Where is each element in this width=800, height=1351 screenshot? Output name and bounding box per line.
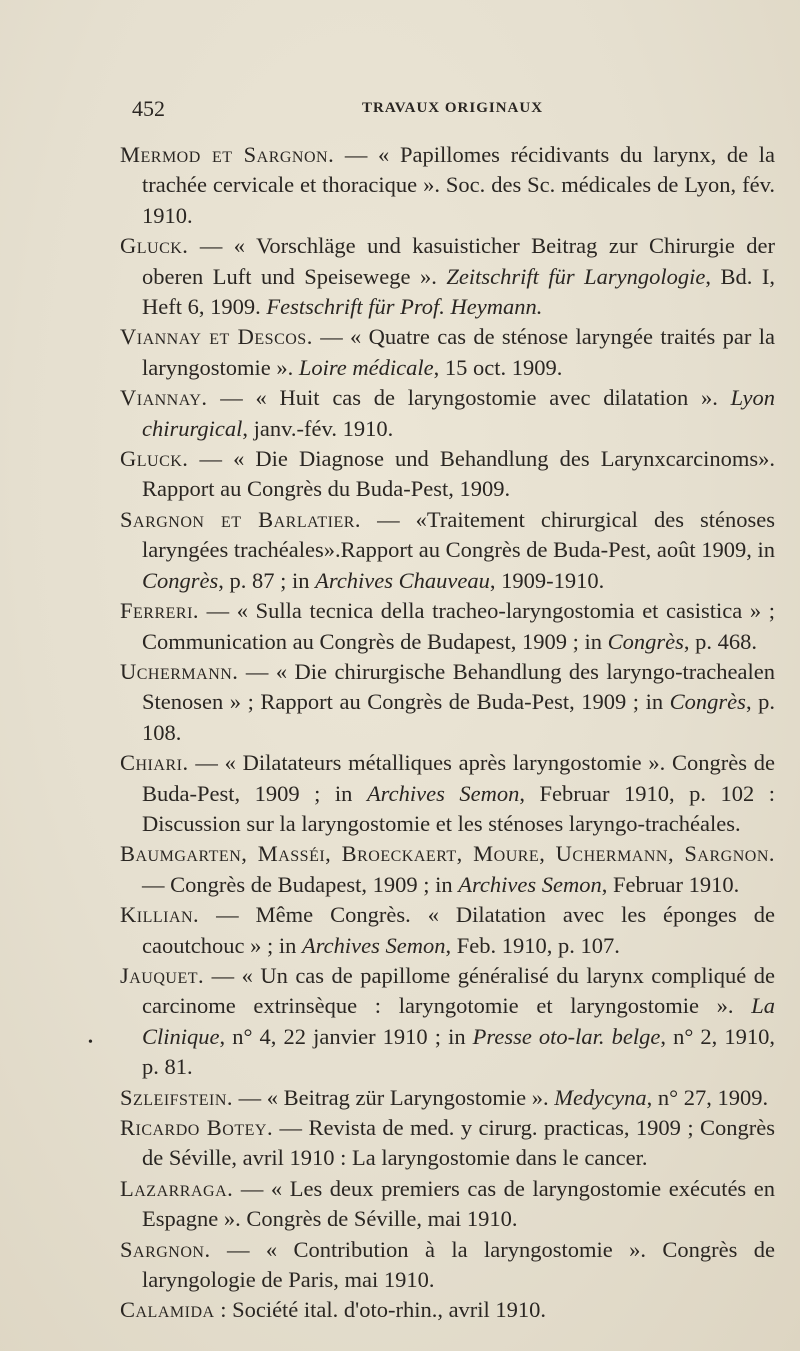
reference-entry: [120, 961, 775, 1083]
reference-entry: [120, 383, 775, 444]
reference-title-italic: Zeitschrift für Laryngologie: [446, 263, 706, 289]
reference-text: — « Contribution à la laryngostomie ». Congrès de laryngologie de Paris, mai 1910.: [142, 1236, 775, 1293]
reference-text: , Bd. I, Heft 6, 1909.: [142, 263, 776, 320]
reference-authors: Baumgarten, Masséi, Broeckaert, Moure, Uchermann, Sargnon.: [120, 841, 775, 867]
reference-authors: Viannay.: [120, 385, 208, 411]
reference-title-italic: Festschrift für Prof. Heymann.: [266, 294, 543, 320]
reference-title-italic: Presse oto-lar. belge: [472, 1023, 661, 1049]
reference-text: , janv.-fév. 1910.: [242, 415, 394, 441]
reference-authors: Killian.: [120, 902, 200, 928]
reference-entry: [120, 1174, 775, 1235]
reference-text: — Même Congrès. « Dilatation avec les éponges de caoutchouc » ; in: [142, 902, 775, 958]
reference-entry: [120, 900, 775, 961]
reference-entry: [120, 596, 775, 657]
reference-entry: [120, 1083, 775, 1113]
reference-text: — Congrès de Budapest, 1909 ; in: [142, 871, 459, 897]
reference-entry: [120, 444, 775, 505]
reference-text: — Revista de med. y cirurg. practicas, 1909 ; Congrès de Séville, avril 1910 : La laryngostomie dans le cancer.: [142, 1115, 775, 1171]
reference-title-italic: Congrès: [142, 567, 219, 593]
reference-authors: Sargnon.: [120, 1236, 211, 1262]
reference-entry: [120, 839, 775, 900]
page-number: 452: [132, 96, 165, 121]
reference-authors: Uchermann.: [120, 658, 239, 684]
reference-text: — « Quatre cas de sténose laryngée traités par la laryngostomie ».: [142, 324, 775, 380]
reference-entry: [120, 505, 775, 596]
reference-authors: Ricardo Botey.: [120, 1115, 274, 1140]
reference-authors: Szleifstein.: [120, 1084, 234, 1110]
reference-text: — « Sulla tecnica della tracheo-laryngostomia et casistica » ; Communication au Congrès de Budapest, 1909 ; in: [142, 598, 775, 654]
reference-text: — «Traitement chirurgical des sténoses laryngées trachéales».Rapport au Congrès de Buda-Pest, août 1909, in: [142, 506, 775, 563]
reference-entry: [120, 1235, 775, 1296]
reference-entry: [120, 1295, 775, 1325]
reference-text: — « Papillomes récidivants du larynx, de la trachée cervicale et thoracique ». Soc. des Sc. médicales de Lyon, fév. 1910.: [142, 142, 775, 228]
reference-title-italic: Archives Semon: [301, 932, 446, 958]
reference-entry: [120, 1113, 775, 1174]
reference-authors: Gluck.: [120, 446, 189, 472]
reference-entry: [120, 657, 775, 748]
reference-authors: Chiari.: [120, 750, 189, 776]
reference-title-italic: Congrès: [669, 689, 746, 715]
reference-title-italic: Lyon chirurgical: [142, 385, 775, 441]
reference-text: , Feb. 1910, p. 107.: [445, 932, 620, 958]
reference-text: , p. 468.: [683, 628, 757, 654]
reference-list: [120, 140, 775, 1326]
reference-entry: [120, 140, 775, 231]
reference-authors: Viannay et Descos.: [120, 324, 313, 350]
reference-title-italic: Loire médicale: [298, 354, 434, 380]
reference-text: , p. 87 ; in: [218, 567, 316, 593]
reference-authors: Jauquet.: [120, 962, 205, 988]
reference-text: , 15 oct. 1909.: [433, 354, 563, 380]
reference-text: — « Die chirurgische Behandlung des laryngo-trachealen Stenosen » ; Rapport au Congrès de Buda-Pest, 1909 ; in: [142, 658, 775, 715]
reference-text: — « Vorschläge und kasuisticher Beitrag zur Chirurgie der oberen Luft und Speisewege ».: [142, 233, 775, 289]
running-head: TRAVAUX ORIGINAUX: [362, 100, 544, 116]
margin-bullet: •: [88, 1035, 93, 1050]
reference-text: , 1909-1910.: [489, 567, 605, 593]
reference-text: , n° 27, 1909.: [646, 1084, 769, 1110]
reference-text: , n° 2, 1910, p. 81.: [142, 1023, 775, 1080]
reference-entry: [120, 322, 775, 383]
reference-authors: Calamida: [120, 1297, 215, 1323]
reference-authors: Sargnon et Barlatier.: [120, 506, 362, 532]
reference-entry: [120, 748, 775, 839]
reference-text: , Februar 1910, p. 102 : Discussion sur la laryngostomie et les sténoses laryngo-trachéales.: [142, 780, 775, 836]
reference-entry: [120, 231, 775, 322]
reference-text: , n° 4, 22 janvier 1910 ; in: [219, 1023, 473, 1049]
reference-title-italic: La Clinique: [142, 993, 775, 1049]
reference-authors: Lazarraga.: [120, 1175, 234, 1201]
reference-authors: Mermod et Sargnon.: [120, 142, 335, 167]
reference-text: — « Les deux premiers cas de laryngostomie exécutés en Espagne ». Congrès de Séville, mai 1910.: [142, 1175, 775, 1232]
reference-title-italic: Archives Semon: [458, 871, 602, 897]
reference-text: , p. 108.: [142, 689, 775, 745]
reference-text: — « Dilatateurs métalliques après laryngostomie ». Congrès de Buda-Pest, 1909 ; in: [142, 750, 775, 806]
reference-text: — « Huit cas de laryngostomie avec dilatation ».: [207, 385, 731, 411]
reference-title-italic: Congrès: [607, 628, 684, 654]
reference-text: — « Die Diagnose und Behandlung des Larynxcarcinoms». Rapport au Congrès du Buda-Pest, 1909.: [142, 446, 775, 502]
page-header: [132, 96, 732, 124]
reference-text: — « Beitrag zür Laryngostomie ».: [233, 1084, 555, 1110]
reference-title-italic: Archives Semon: [366, 780, 520, 806]
reference-text: — « Un cas de papillome généralisé du larynx compliqué de carcinome extrinsèque : laryngotomie et laryngostomie ».: [142, 962, 775, 1019]
reference-text: : Société ital. d'oto-rhin., avril 1910.: [214, 1297, 547, 1323]
reference-authors: Gluck.: [120, 233, 189, 259]
reference-text: , Februar 1910.: [601, 871, 740, 897]
reference-authors: Ferreri.: [120, 598, 200, 624]
reference-title-italic: Medycyna: [554, 1084, 647, 1110]
reference-title-italic: Archives Chauveau: [315, 567, 490, 593]
